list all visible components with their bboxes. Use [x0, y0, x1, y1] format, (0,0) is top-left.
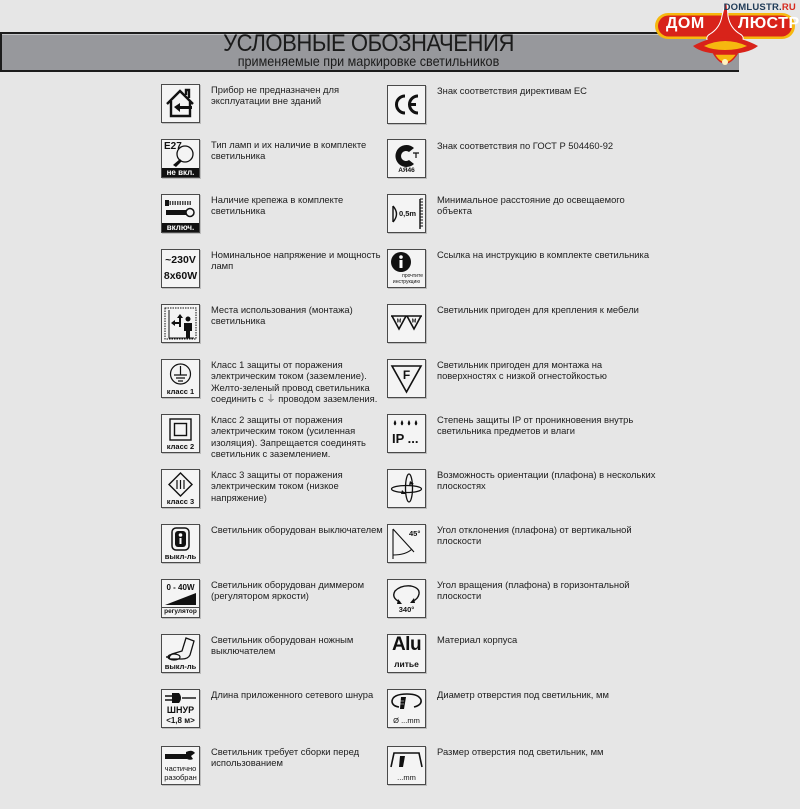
legend-item-power-cord [161, 689, 391, 737]
legend-description: Угол вращения (плафона) в горизонтальной плоскости [437, 579, 630, 602]
legend-description: Светильник оборудован выключателем [211, 524, 383, 535]
legend-item-furniture-mount [387, 304, 639, 352]
legend-item-class-3 [161, 469, 391, 517]
legend-item-foot-switch [161, 634, 391, 682]
foot-switch-icon: выкл-ль [161, 634, 200, 673]
ce-mark-icon [387, 85, 426, 124]
legend-description: Класс 3 защиты от поражения электрическим током (низкое напряжение) [211, 469, 343, 503]
rotation-angle-icon: 340° [387, 579, 426, 618]
svg-text:M: M [396, 318, 402, 325]
ip-rating-icon: IP ... [387, 414, 426, 453]
legend-description: Тип ламп и их наличие в комплекте светильника [211, 139, 367, 162]
protection-class-1-icon: класс 1 [161, 359, 200, 398]
legend-description: Диаметр отверстия под светильник, мм [437, 689, 609, 700]
gost-mark-icon: АЯ46 [387, 139, 426, 178]
legend-description: Прибор не предназначен для эксплуатации вне зданий [211, 84, 340, 107]
legend-description: Минимальное расстояние до освещаемого объекта [437, 194, 625, 217]
legend-item-ce-mark [387, 85, 617, 133]
legend-item-material [387, 634, 617, 682]
legend-description: Светильник пригоден для крепления к мебели [437, 304, 639, 315]
legend-description: Номинальное напряжение и мощность ламп [211, 249, 381, 272]
mounting-screws-icon: включ. [161, 194, 200, 233]
hole-diameter-icon: Ø ...mm [387, 689, 426, 728]
legend-item-mounting-kit [161, 194, 391, 242]
legend-description: Наличие крепежа в комплекте светильника [211, 194, 344, 217]
low-flammability-surface-icon: F [387, 359, 426, 398]
legend-description: Степень защиты IP от проникновения внутрь светильника предметов и влаги [437, 414, 634, 437]
legend-item-gost-mark [387, 139, 617, 187]
legend-description: Знак соответствия директивам ЕС [437, 85, 587, 96]
legend-description: Длина приложенного сетевого шнура [211, 689, 374, 700]
svg-text:M: M [411, 318, 417, 325]
legend-item-lamp-type [161, 139, 391, 187]
legend-description: Светильник пригоден для монтажа на поверхностях с низкой огнестойкостью [437, 359, 607, 382]
voltage-power-icon: ~230V 8x60W [161, 249, 200, 288]
legend-item-min-distance [387, 194, 625, 242]
multi-axis-orientation-icon [387, 469, 426, 508]
legend-item-class-2 [161, 414, 391, 462]
tilt-angle-icon: 45° [387, 524, 426, 563]
read-instructions-icon: прочтите инструкцию [387, 249, 426, 288]
legend-description: Материал корпуса [437, 634, 518, 645]
legend-description: Светильник оборудован диммером (регулятором яркости) [211, 579, 365, 602]
legend-item-rotation-angle [387, 579, 630, 627]
power-cord-icon: ШНУР <1,8 м> [161, 689, 200, 728]
legend-item-voltage [161, 249, 391, 297]
legend-item-tilt-angle [387, 524, 632, 572]
legend-item-hole-diameter [387, 689, 617, 737]
legend-description: Возможность ориентации (плафона) в нескольких плоскостях [437, 469, 656, 492]
dimmer-icon: 0 - 40W регулятор [161, 579, 200, 618]
logo-word-dom: ДОМ [666, 15, 705, 32]
furniture-mount-icon [387, 304, 426, 343]
legend-description: Светильник требует сборки перед использованием [211, 746, 360, 769]
legend-item-indoor-only [161, 84, 391, 132]
page-title: УСЛОВНЫЕ ОБОЗНАЧЕНИЯ [223, 30, 514, 57]
legend-item-partially-assembled [161, 746, 391, 794]
min-distance-icon: 0,5m [387, 194, 426, 233]
legend-description: Угол отклонения (плафона) от вертикальной плоскости [437, 524, 632, 547]
legend-description: Светильник оборудован ножным выключателем [211, 634, 354, 657]
legend-description: Размер отверстия под светильник, мм [437, 746, 604, 757]
lamp-bulb-e27-icon: E27 не вкл. [161, 139, 200, 178]
legend-item-ip-rating [387, 414, 634, 462]
legend-item-mounting-location [161, 304, 391, 352]
protection-class-3-icon: класс 3 [161, 469, 200, 508]
legend-item-dimmer [161, 579, 391, 627]
legend-description: Класс 2 защиты от поражения электрическим током (усиленная изоляция). Запрещается соединять светильник с заземлением. [211, 414, 366, 459]
legend-description: Знак соответствия по ГОСТ Р 504460-92 [437, 140, 614, 151]
legend-item-orientation [387, 469, 656, 517]
legend-description: Места использования (монтажа) светильника [211, 304, 353, 327]
legend-description: Ссылка на инструкцию в комплекте светильника [437, 249, 650, 260]
house-indoor-only-icon [161, 84, 200, 123]
material-alu-icon: Alu литье [387, 634, 426, 673]
logo-url[interactable]: DOMLUSTR.RU [723, 2, 796, 13]
hole-size-icon: ...mm [387, 746, 426, 785]
legend-item-switch [161, 524, 391, 572]
legend-item-low-flammability [387, 359, 617, 407]
legend-item-class-1 [161, 359, 391, 407]
legend-item-instructions [387, 249, 650, 297]
mounting-location-icon [161, 304, 200, 343]
protection-class-2-icon: класс 2 [161, 414, 200, 453]
switch-icon: выкл-ль [161, 524, 200, 563]
partially-disassembled-icon: частично разобран [161, 746, 200, 785]
logo-word-lustr: ЛЮСТР [738, 15, 800, 32]
legend-item-hole-size [387, 746, 617, 794]
page-subtitle: применяемые при маркировке светильников [237, 53, 500, 69]
legend-description: Класс 1 защиты от поражения электрическим током (заземление). Желто-зеленый провод светильника соединить с ⏚ проводом заземления. [211, 359, 378, 404]
